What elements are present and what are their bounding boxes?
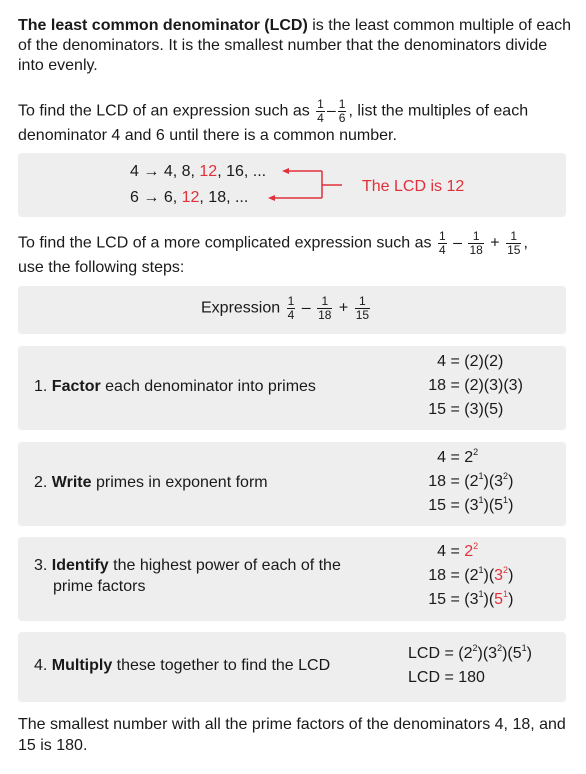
- plus-sign: +: [338, 299, 349, 317]
- step-3-text: 3. Identify the highest power of each of the prime factors: [34, 557, 341, 595]
- minus-sign: –: [326, 102, 336, 120]
- conclusion-paragraph: The smallest number with all the prime factors of the denominators 4, 18, and 15 is 180.: [18, 716, 566, 754]
- step-1-factors: 4 = (2)(2) 18 = (2)(3)(3) 15 = (3)(5): [428, 353, 523, 418]
- step-3-box: [18, 537, 566, 621]
- step-4-text: 4. Multiply these together to find the LCD: [34, 657, 331, 674]
- step-3-highest-powers: $4 = 2^2$ $18 = (2^1)(3^2)$ $15 = (3^1)(5^1)$: [428, 541, 514, 608]
- multiples-row-6: 6 → 6, 12, 18, ...: [130, 189, 249, 206]
- fraction-1-4: $\frac{1}{4}$: [438, 229, 446, 257]
- para2-text: To find the LCD of an expression such as: [18, 102, 315, 120]
- fraction-1-4: $\frac{1}{4}$: [287, 294, 295, 322]
- comma: ,: [523, 234, 528, 252]
- step-2-text: 2. Write primes in exponent form: [34, 474, 268, 491]
- multiples-row-4: 4 → 4, 8, 12, 16, ...: [130, 163, 267, 180]
- step-2-box: [18, 442, 566, 526]
- step-1-text: 1. Factor each denominator into primes: [34, 378, 316, 395]
- intro-text: is the least common multiple of each of the denominators. It is the smallest number that the denominators divide into evenly.: [18, 17, 572, 74]
- fraction-1-18: $\frac{1}{18}$: [469, 229, 483, 257]
- bracket-connector-icon: [18, 153, 566, 217]
- step-2-exponents: $4 = 2^2$ $18 = (2^1)(3^2)$ $15 = (3^1)(5^1)$: [428, 447, 514, 514]
- intro-paragraph: [18, 16, 573, 76]
- fraction-1-18: $\frac{1}{18}$: [318, 294, 332, 322]
- multiples-box: [18, 153, 566, 217]
- fraction-1-15: $\frac{1}{15}$: [355, 294, 370, 322]
- intro-bold: The least common denominator (LCD): [18, 17, 308, 34]
- simple-example-paragraph: [18, 98, 573, 147]
- para2-text-after: , list the multiples of each denominator 4 and 6 until there is a common number.: [18, 102, 529, 144]
- step-1-box: [18, 346, 566, 430]
- fraction-1-6: $\frac{1}{6}$: [338, 97, 346, 125]
- expression-box: [18, 286, 566, 334]
- complex-example-paragraph: [18, 230, 573, 279]
- step-4-box: [18, 632, 566, 702]
- minus-sign: –: [453, 234, 463, 252]
- para3-line2: use the following steps:: [18, 259, 185, 276]
- fraction-1-15: $\frac{1}{15}$: [507, 229, 521, 257]
- expression-label: Expression: [201, 299, 281, 317]
- para3-text: To find the LCD of a more complicated expression such as: [18, 234, 436, 252]
- minus-sign: –: [301, 299, 311, 317]
- plus-sign: +: [490, 234, 500, 252]
- arrow-right-icon: →: [143, 163, 160, 180]
- arrow-right-icon: →: [143, 189, 160, 206]
- expression: [201, 295, 372, 322]
- lcd-note: The LCD is 12: [362, 178, 465, 195]
- step-4-lcd: LCD = $(2^2)(3^2)(5^1)$ LCD = 180: [408, 643, 532, 686]
- fraction-1-4: $\frac{1}{4}$: [317, 97, 324, 125]
